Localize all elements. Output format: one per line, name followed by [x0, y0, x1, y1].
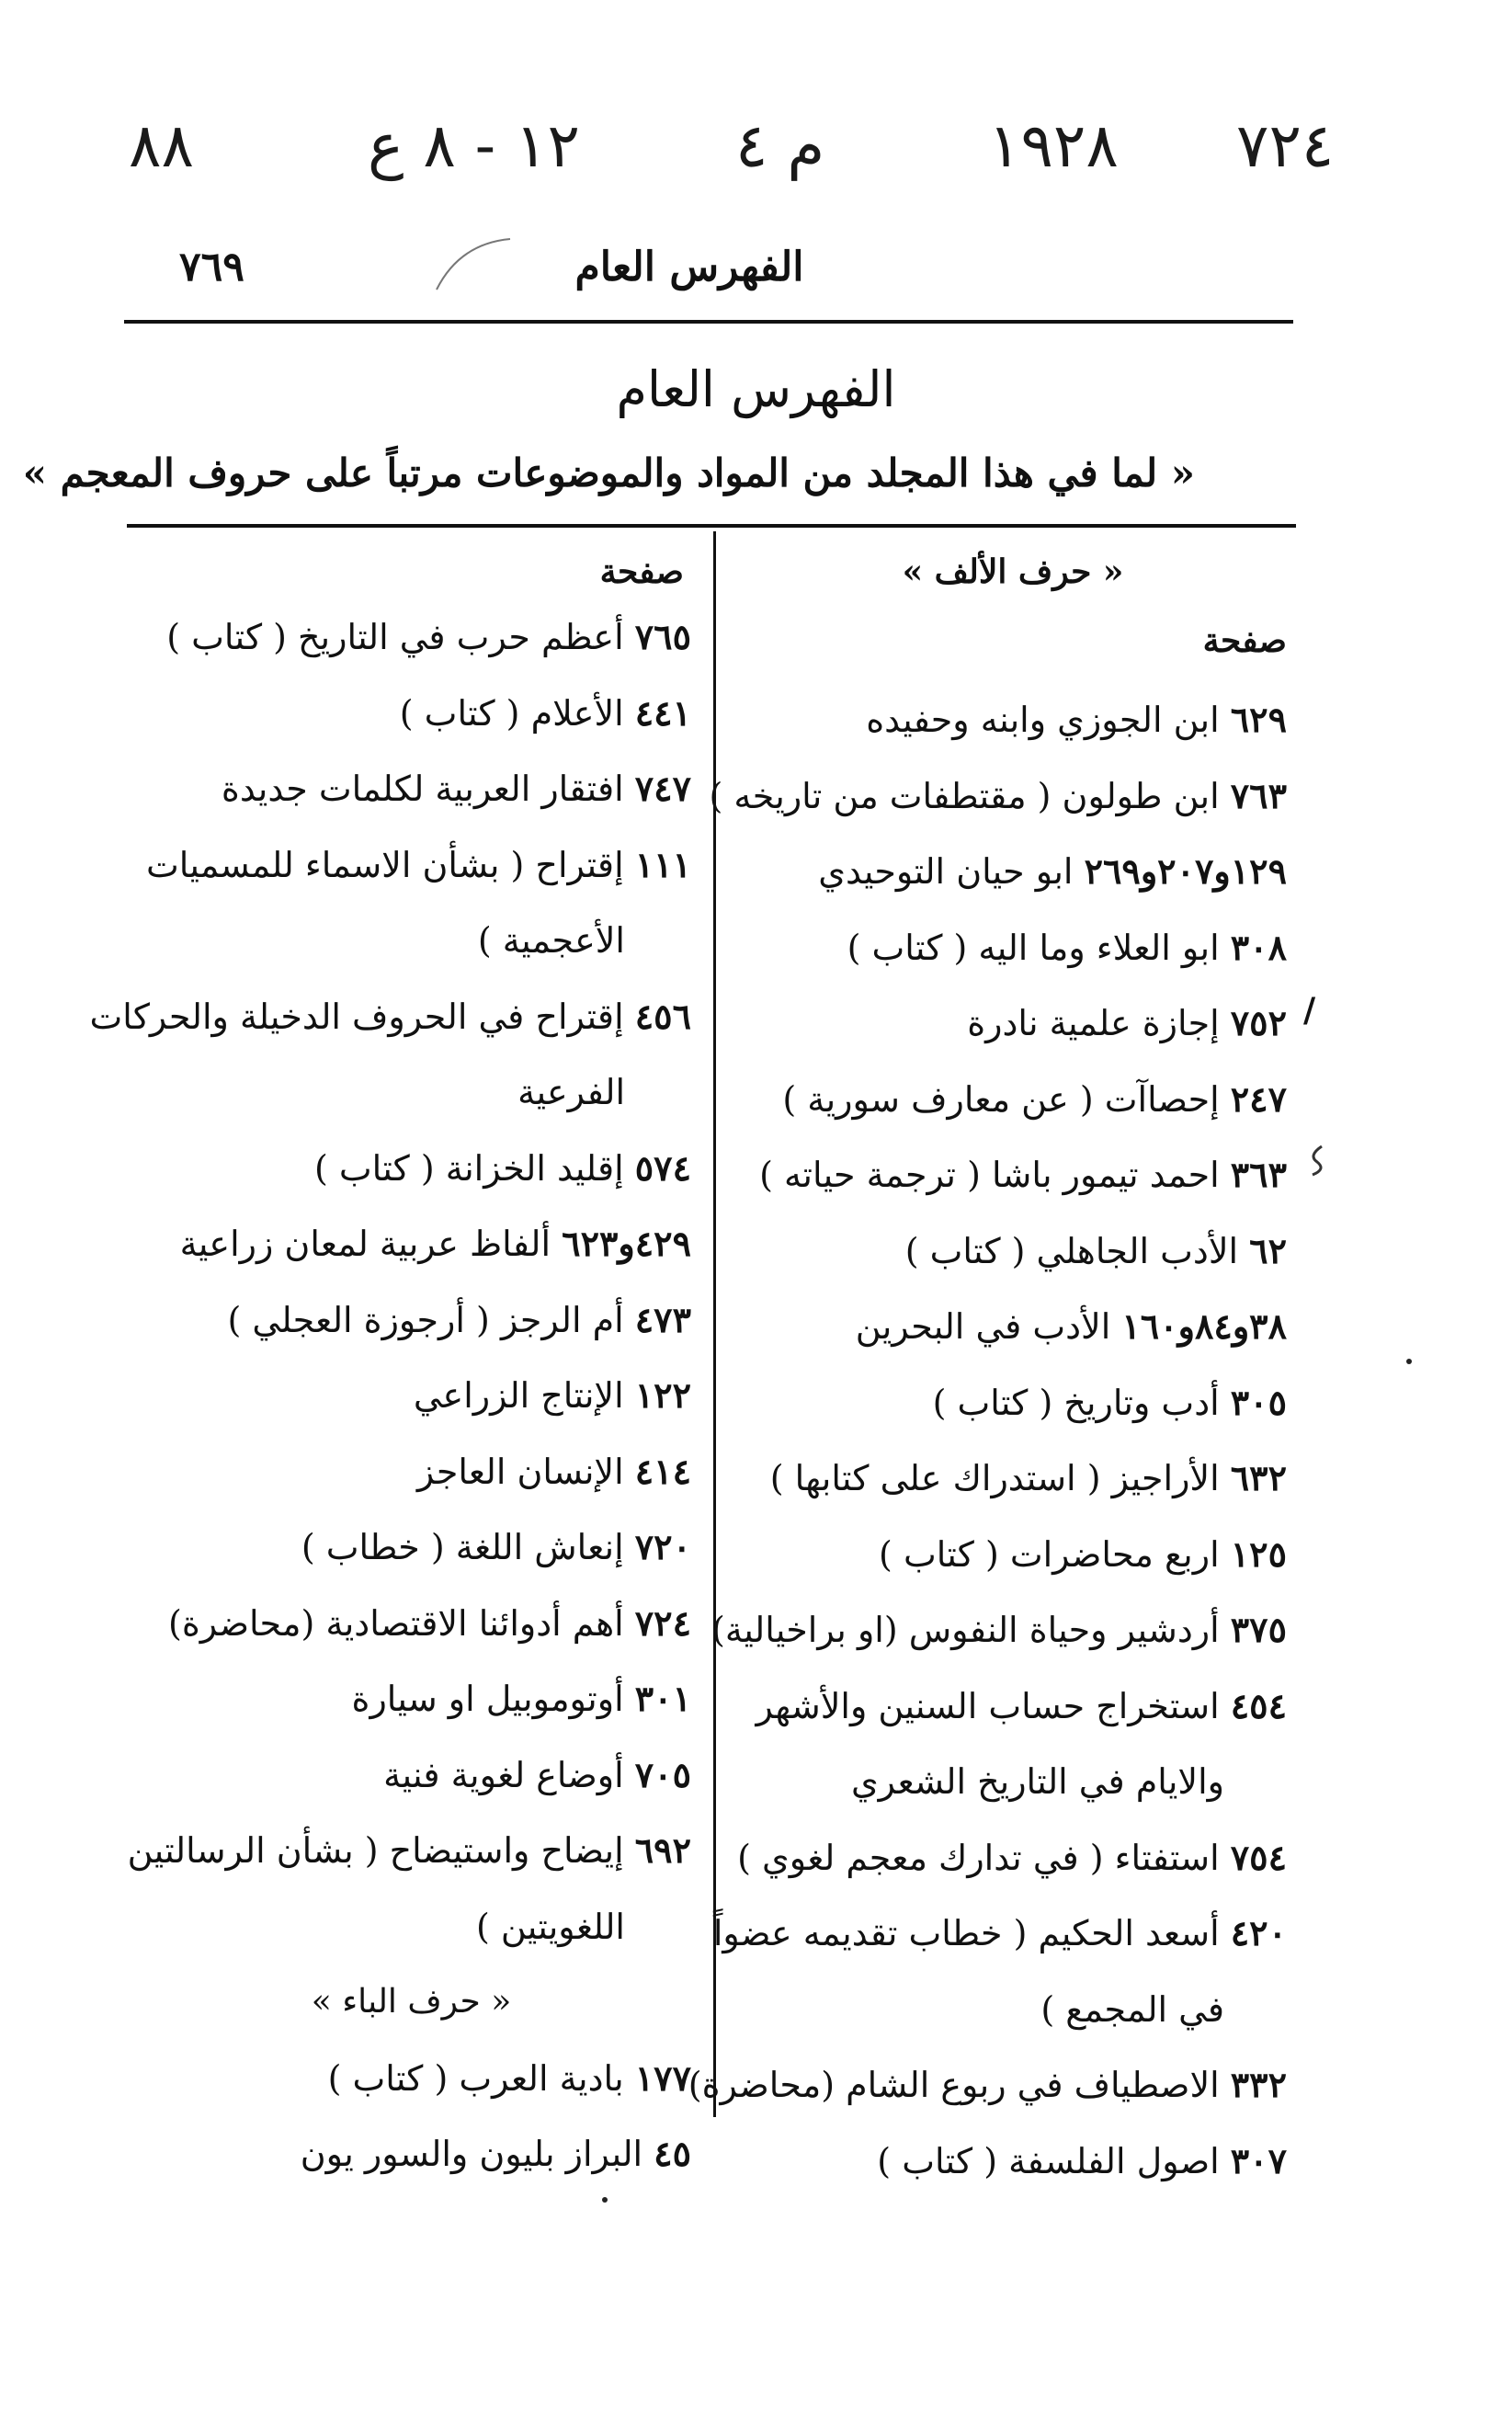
entry-title: الأدب في البحرين: [855, 1306, 1111, 1347]
entry-page-number: ٧٠٥: [634, 1753, 691, 1795]
page-label: صفحة: [599, 552, 684, 591]
index-entry: [709, 758, 1298, 835]
entry-title: إقتراح في الحروف الدخيلة والحركات: [89, 996, 624, 1037]
pencil-stroke-mark: [432, 234, 515, 299]
entry-page-number: ٣٧٥: [1230, 1609, 1287, 1650]
entry-title: إجازة علمية نادرة: [967, 1003, 1220, 1043]
entry-page-number: ١٢٢: [634, 1374, 691, 1416]
entry-title: أعظم حرب في التاريخ ( كتاب ): [166, 617, 624, 657]
entry-title: إقليد الخزانة ( كتاب ): [313, 1147, 624, 1189]
entry-page-number: ٧٦٥: [634, 616, 691, 657]
entry-page-number: ١١١: [634, 843, 691, 885]
index-entry: [124, 1509, 699, 1586]
index-entry: [124, 599, 699, 676]
entry-title: اربع محاضرات ( كتاب ): [879, 1533, 1220, 1575]
entry-page-number: ٧٦٣: [1230, 774, 1287, 816]
entry-page-number: ٢٤٧: [1230, 1077, 1287, 1120]
entry-page-number: ٦٣٢: [1230, 1457, 1287, 1498]
index-entry: [124, 1282, 699, 1359]
columns-rule: [127, 524, 1296, 528]
index-entry: [124, 1054, 699, 1131]
running-title: الفهرس العام: [574, 244, 804, 290]
entry-title: أم الرجز ( أرجوزة العجلي ): [227, 1299, 624, 1340]
index-entry: [124, 903, 699, 979]
index-subtitle: « لما في هذا المجلد من المواد والموضوعات مرتباً على حروف المعجم »: [22, 450, 1195, 495]
entry-title: الأعجمية ): [477, 920, 625, 961]
entry-title: بادية العرب ( كتاب ): [327, 2057, 624, 2099]
entry-page-number: ٦٢٩: [1230, 699, 1287, 740]
index-entry: [728, 1137, 1298, 1213]
index-entry: [728, 1972, 1298, 2048]
entry-page-number: ٣٣٢: [1230, 2064, 1287, 2105]
entry-page-number: ٧٤٧: [634, 768, 691, 809]
entry-page-number: ٣٠٨: [1230, 926, 1287, 968]
section-heading: [124, 1964, 699, 2041]
entry-title: البراز بليون والسور يون: [300, 2134, 643, 2174]
index-entry: [728, 1744, 1298, 1820]
entry-title: افتقار العربية لكلمات جديدة: [221, 769, 624, 809]
entry-page-number: ٥٧٤: [634, 1146, 691, 1189]
index-entry: [711, 1592, 1298, 1668]
index-entry: [728, 1440, 1298, 1517]
entry-page-number: ٧٥٢: [1230, 1002, 1287, 1043]
index-entry: [124, 1661, 699, 1737]
entry-page-number: ٤٧٣: [634, 1298, 691, 1340]
index-entry: [728, 682, 1298, 758]
header-rule: [124, 320, 1293, 324]
index-entry: [728, 985, 1298, 1062]
entry-page-number: ١٢٩و٢٠٧و٢٦٩: [1084, 850, 1287, 892]
entry-title: إقتراح ( بشأن الاسماء للمسميات: [146, 844, 624, 885]
entry-title: أهم أدوائنا الاقتصادية (محاضرة): [168, 1602, 624, 1644]
entry-title: ابن طولون ( مقتطفات من تاريخه ): [709, 775, 1220, 816]
entry-title: الأعلام ( كتاب ): [399, 692, 624, 734]
entry-title: احمد تيمور باشا ( ترجمة حياته ): [759, 1155, 1220, 1195]
entry-title: اصول الفلسفة ( كتاب ): [877, 2140, 1220, 2181]
index-entry: [124, 1813, 699, 1889]
entry-title: استفتاء ( في تدارك معجم لغوي ): [737, 1837, 1220, 1878]
index-entry: [124, 1586, 699, 1662]
handwritten-year: ١٩٢٨: [988, 110, 1119, 181]
index-entry: [728, 2124, 1298, 2200]
entry-page-number: ٦٢: [1249, 1229, 1287, 1271]
index-entry: [124, 1737, 699, 1814]
entry-page-number: ٤٢٩و٦٢٣: [562, 1223, 691, 1264]
entry-page-number: ٤٥٤: [1230, 1684, 1287, 1726]
index-entry: [728, 1062, 1298, 1138]
index-entry: [728, 1668, 1298, 1745]
entry-title: الاصطياف في ربوع الشام (محاضرة): [688, 2065, 1220, 2105]
index-entry: [124, 676, 699, 752]
entry-title: ابو حيان التوحيدي: [818, 851, 1074, 892]
index-entry: [124, 2041, 699, 2117]
entry-page-number: ٤٥: [654, 2133, 691, 2174]
entry-title: أدب وتاريخ ( كتاب ): [932, 1382, 1220, 1423]
entry-page-number: ٤١٤: [634, 1450, 691, 1492]
entry-title: في المجمع ): [1040, 1988, 1224, 2030]
entry-title: الفرعية: [517, 1072, 625, 1112]
entry-title: استخراج حساب السنين والأشهر: [756, 1685, 1220, 1726]
index-column-right: [688, 544, 1298, 2199]
entry-title: أوضاع لغوية فنية: [383, 1754, 624, 1795]
entry-page-number: ٣٠١: [634, 1678, 691, 1719]
index-entry: [728, 834, 1298, 910]
index-entry: [124, 751, 699, 827]
index-entry: [728, 1213, 1298, 1290]
handwritten-part-note: م ٤: [735, 110, 825, 181]
entry-page-number: ٧٥٤: [1230, 1836, 1287, 1878]
index-entry: [124, 1434, 699, 1510]
index-rows-left: [89, 599, 699, 2192]
index-entry: [124, 1206, 699, 1282]
index-entry: [728, 910, 1298, 986]
index-entry: [712, 1896, 1298, 1972]
index-entry: [728, 1820, 1298, 1896]
handwritten-right-number: ٧٢٤: [1236, 110, 1335, 181]
entry-title: الإنسان العاجز: [416, 1451, 624, 1492]
index-rows-right: [688, 682, 1298, 2199]
handwritten-volume-note: ١٢ - ٨ ع: [368, 110, 580, 181]
running-head: [0, 244, 1512, 308]
entry-title: ابو العلاء وما اليه ( كتاب ): [847, 927, 1220, 968]
entry-page-number: ٧٢٠: [634, 1526, 691, 1567]
index-entry: [124, 1889, 699, 1965]
entry-page-number: ٦٩٢: [634, 1829, 691, 1871]
index-entry: [124, 1131, 699, 1207]
index-title: الفهرس العام: [616, 360, 896, 418]
entry-title: إنعاش اللغة ( خطاب ): [301, 1527, 624, 1567]
entry-page-number: ٣٠٥: [1230, 1381, 1287, 1423]
ink-speck: [1406, 1359, 1412, 1364]
margin-check-mark: /: [1303, 991, 1316, 1030]
entry-title: اللغويتين ): [475, 1906, 625, 1947]
entry-title: الأراجيز ( استدراك على كتابها ): [769, 1458, 1220, 1498]
entry-page-number: ٤٢٠: [1230, 1912, 1287, 1953]
entry-title: ألفاظ عربية لمعان زراعية: [179, 1224, 551, 1264]
entry-title: ابن الجوزي وابنه وحفيده: [866, 700, 1220, 740]
entry-page-number: ٤٤١: [634, 691, 691, 734]
index-entry: [124, 827, 699, 904]
page-label: صفحة: [1202, 621, 1287, 660]
entry-title: الإنتاج الزراعي: [413, 1375, 624, 1416]
index-entry: [728, 1289, 1298, 1365]
index-entry: [728, 1517, 1298, 1593]
entry-page-number: ٣٨و٨٤و١٦٠: [1121, 1305, 1287, 1347]
ink-speck: [602, 2197, 608, 2203]
entry-title: أسعد الحكيم ( خطاب تقديمه عضواً: [712, 1913, 1220, 1953]
entry-title: إيضاح واستيضاح ( بشأن الرسالتين: [127, 1830, 624, 1871]
entry-page-number: ٣٠٧: [1230, 2139, 1287, 2181]
index-column-left: [89, 544, 699, 2192]
entry-title: أوتوموبيل او سيارة: [351, 1679, 624, 1719]
entry-page-number: ١٢٥: [1230, 1532, 1287, 1575]
index-entry: [124, 1358, 699, 1434]
entry-page-number: ٧٢٤: [634, 1601, 691, 1644]
entry-title: الأدب الجاهلي ( كتاب ): [904, 1230, 1239, 1271]
entry-page-number: ٤٥٦: [634, 995, 691, 1037]
margin-squiggle-mark: [1303, 1142, 1331, 1179]
entry-title: إحصاآت ( عن معارف سورية ): [782, 1078, 1220, 1120]
index-entry: [89, 979, 699, 1055]
entry-page-number: ١٧٧: [634, 2056, 691, 2099]
entry-page-number: ٣٦٣: [1230, 1154, 1287, 1195]
page-number: ٧٦٩: [179, 244, 244, 290]
entry-title: أردشير وحياة النفوس (او براخيالية): [711, 1610, 1220, 1650]
index-entry: [728, 1365, 1298, 1441]
entry-title: والايام في التاريخ الشعري: [850, 1761, 1224, 1802]
index-entry: [124, 2116, 699, 2192]
section-title: « حرف الباء »: [311, 1983, 512, 2021]
index-entry: [688, 2047, 1298, 2124]
handwritten-left-number: ٨٨: [129, 110, 194, 181]
section-heading-alif: « حرف الألف »: [902, 552, 1124, 591]
